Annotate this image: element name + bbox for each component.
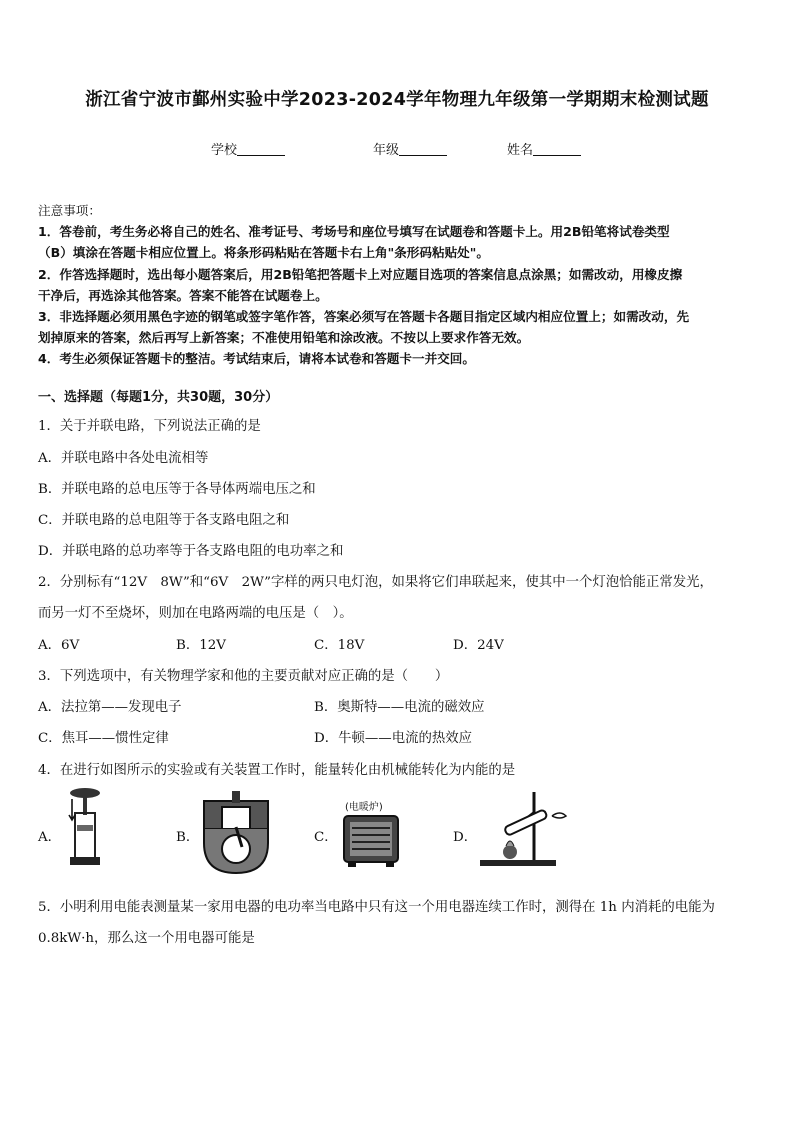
notes-line: 1．答卷前，考生务必将自己的姓名、准考证号、考场号和座位号填写在试题卷和答题卡上。用2B铅笔将试卷类型 bbox=[38, 224, 670, 240]
question-2-option-c: C．18V bbox=[314, 638, 365, 653]
question-4-option-d: D． bbox=[453, 830, 478, 845]
notes-heading: 注意事项： bbox=[38, 203, 101, 218]
notes-line: 3．非选择题必须用黑色字迹的钢笔或签字笔作答，答案必须写在答题卡各题目指定区域内相应位置上；如需改动，先 bbox=[38, 309, 690, 325]
question-4-option-a: A． bbox=[38, 830, 62, 845]
question-1-option-a: A．并联电路中各处电流相等 bbox=[38, 451, 209, 466]
electric-heater-figure bbox=[340, 812, 402, 868]
notes-block bbox=[38, 200, 760, 370]
question-4-stem: 4．在进行如图所示的实验或有关装置工作时，能量转化由机械能转化为内能的是 bbox=[38, 763, 516, 778]
notes-line: 4．考生必须保证答题卡的整洁。考试结束后，请将本试卷和答题卡一并交回。 bbox=[38, 351, 475, 367]
notes-line: 干净后，再选涂其他答案。答案不能答在试题卷上。 bbox=[38, 287, 328, 303]
question-5-line-2: 0.8kW·h，那么这一个用电器可能是 bbox=[38, 931, 255, 946]
question-3-option-b: B．奥斯特——电流的磁效应 bbox=[314, 700, 485, 715]
school-blank bbox=[237, 141, 285, 156]
question-3-option-d: D．牛顿——电流的热效应 bbox=[314, 731, 473, 746]
question-1-option-c: C．并联电路的总电阻等于各支路电阻之和 bbox=[38, 513, 290, 528]
question-1-option-b: B．并联电路的总电压等于各导体两端电压之和 bbox=[38, 482, 316, 497]
heater-label: (电暖炉) bbox=[345, 802, 383, 813]
name-field bbox=[507, 139, 581, 158]
engine-figure bbox=[196, 787, 276, 879]
question-5-line-1: 5．小明利用电能表测量某一家用电器的电功率当电路中只有这一个用电器连续工作时，测得在 1h 内消耗的电能为 bbox=[38, 900, 715, 915]
question-3-option-c: C．焦耳——惯性定律 bbox=[38, 731, 169, 746]
question-2-option-b: B．12V bbox=[176, 638, 226, 653]
notes-line: （B）填涂在答题卡相应位置上。将条形码粘贴在答题卡右上角"条形码粘贴处"。 bbox=[38, 245, 489, 261]
school-label: 学校 bbox=[211, 143, 238, 158]
grade-label: 年级 bbox=[373, 143, 400, 158]
question-5 bbox=[38, 892, 760, 954]
question-2-stem-cont: 而另一灯不至烧坏，则加在电路两端的电压是（ ）。 bbox=[38, 606, 353, 621]
question-3-option-a: A．法拉第——发现电子 bbox=[38, 700, 182, 715]
question-4-option-c: C． bbox=[314, 830, 338, 845]
question-2-option-a: A．6V bbox=[38, 638, 80, 653]
school-field bbox=[211, 139, 285, 158]
question-1-option-d: D．并联电路的总功率等于各支路电阻的电功率之和 bbox=[38, 544, 344, 559]
grade-blank bbox=[399, 141, 447, 156]
question-2-stem: 2．分别标有“12V 8W”和“6V 2W”字样的两只电灯泡，如果将它们串联起来，使其中一个灯泡恰能正常发光， bbox=[38, 575, 713, 590]
section-heading: 一、选择题（每题1分，共30题，30分） bbox=[38, 390, 279, 405]
fire-syringe-figure bbox=[60, 785, 110, 871]
question-4-option-b: B． bbox=[176, 830, 200, 845]
test-tube-stand-figure bbox=[476, 788, 572, 870]
grade-field bbox=[373, 139, 447, 158]
name-blank bbox=[533, 141, 581, 156]
question-2-option-d: D．24V bbox=[453, 638, 504, 653]
notes-line: 2．作答选择题时，选出每小题答案后，用2B铅笔把答题卡上对应题目选项的答案信息点涂黑；如需改动，用橡皮擦 bbox=[38, 266, 683, 282]
name-label: 姓名 bbox=[507, 143, 534, 158]
page-title: 浙江省宁波市鄞州实验中学2023-2024学年物理九年级第一学期期末检测试题 bbox=[85, 90, 709, 110]
question-3-stem: 3．下列选项中，有关物理学家和他的主要贡献对应正确的是（ ） bbox=[38, 669, 449, 684]
question-1-stem: 1．关于并联电路，下列说法正确的是 bbox=[38, 419, 261, 434]
notes-line: 划掉原来的答案，然后再写上新答案；不准使用铅笔和涂改液。不按以上要求作答无效。 bbox=[38, 330, 530, 346]
